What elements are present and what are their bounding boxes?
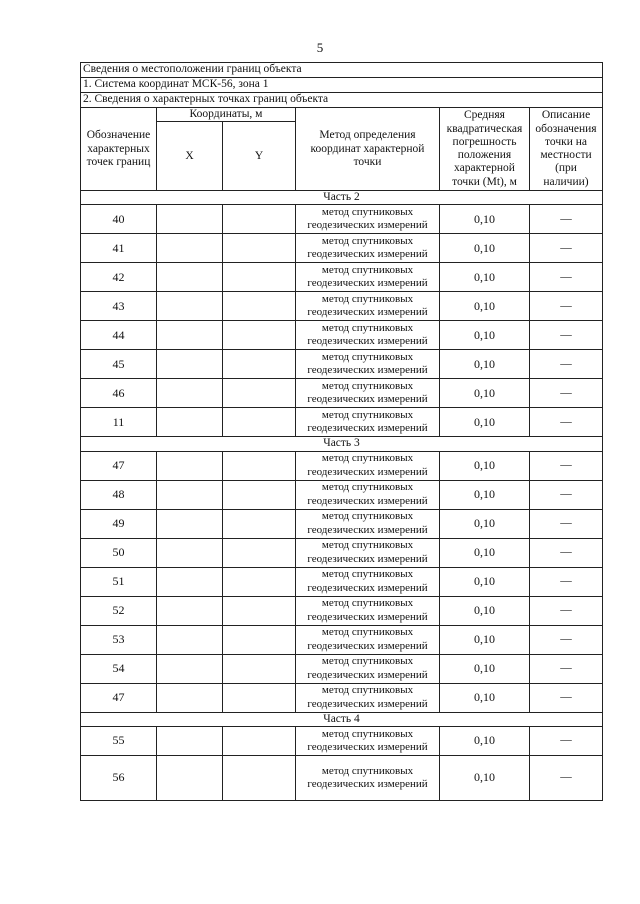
- x-cell: [157, 205, 223, 234]
- x-cell: [157, 292, 223, 321]
- section-row: [81, 437, 603, 451]
- table-row: [81, 755, 603, 800]
- header-point: Обозначение характерных точек границ: [81, 108, 157, 191]
- description-cell: —: [530, 538, 603, 567]
- method-cell: метод спутниковых геодезических измерений: [296, 292, 440, 321]
- error-cell: 0,10: [440, 234, 530, 263]
- x-cell: [157, 625, 223, 654]
- description-cell: —: [530, 480, 603, 509]
- x-cell: [157, 379, 223, 408]
- method-cell: метод спутниковых геодезических измерений: [296, 625, 440, 654]
- y-cell: [223, 625, 296, 654]
- point-cell: 40: [81, 205, 157, 234]
- x-cell: [157, 755, 223, 800]
- method-cell: метод спутниковых геодезических измерений: [296, 205, 440, 234]
- y-cell: [223, 321, 296, 350]
- description-cell: —: [530, 654, 603, 683]
- header-x: X: [157, 122, 223, 191]
- description-cell: —: [530, 755, 603, 800]
- error-cell: 0,10: [440, 451, 530, 480]
- error-cell: 0,10: [440, 408, 530, 437]
- error-cell: 0,10: [440, 755, 530, 800]
- x-cell: [157, 263, 223, 292]
- y-cell: [223, 755, 296, 800]
- table-row: [81, 683, 603, 712]
- method-cell: метод спутниковых геодезических измерений: [296, 755, 440, 800]
- description-cell: —: [530, 567, 603, 596]
- point-cell: 11: [81, 408, 157, 437]
- table-row: [81, 509, 603, 538]
- description-cell: —: [530, 451, 603, 480]
- point-cell: 47: [81, 451, 157, 480]
- point-cell: 42: [81, 263, 157, 292]
- table-row: [81, 350, 603, 379]
- x-cell: [157, 451, 223, 480]
- error-cell: 0,10: [440, 321, 530, 350]
- description-cell: —: [530, 234, 603, 263]
- error-cell: 0,10: [440, 480, 530, 509]
- table-row: [81, 205, 603, 234]
- meta-row-points-info: [81, 93, 603, 108]
- section-title: Часть 3: [81, 437, 603, 451]
- method-cell: метод спутниковых геодезических измерений: [296, 480, 440, 509]
- header-row-1: [81, 108, 603, 122]
- method-cell: метод спутниковых геодезических измерений: [296, 408, 440, 437]
- method-cell: метод спутниковых геодезических измерений: [296, 726, 440, 755]
- error-cell: 0,10: [440, 509, 530, 538]
- x-cell: [157, 321, 223, 350]
- point-cell: 45: [81, 350, 157, 379]
- point-cell: 49: [81, 509, 157, 538]
- y-cell: [223, 234, 296, 263]
- table-row: [81, 263, 603, 292]
- table-row: [81, 625, 603, 654]
- error-cell: 0,10: [440, 726, 530, 755]
- point-cell: 52: [81, 596, 157, 625]
- method-cell: метод спутниковых геодезических измерений: [296, 538, 440, 567]
- point-cell: 54: [81, 654, 157, 683]
- method-cell: метод спутниковых геодезических измерений: [296, 451, 440, 480]
- y-cell: [223, 509, 296, 538]
- point-cell: 47: [81, 683, 157, 712]
- error-cell: 0,10: [440, 625, 530, 654]
- description-cell: —: [530, 408, 603, 437]
- header-method: Метод определения координат характерной точки: [296, 108, 440, 191]
- y-cell: [223, 596, 296, 625]
- error-cell: 0,10: [440, 683, 530, 712]
- description-cell: —: [530, 205, 603, 234]
- y-cell: [223, 538, 296, 567]
- meta-row-title: [81, 63, 603, 78]
- x-cell: [157, 234, 223, 263]
- table-row: [81, 379, 603, 408]
- meta-row-coordinate-system: [81, 78, 603, 93]
- description-cell: —: [530, 350, 603, 379]
- point-cell: 43: [81, 292, 157, 321]
- point-cell: 46: [81, 379, 157, 408]
- y-cell: [223, 726, 296, 755]
- table-row: [81, 538, 603, 567]
- header-coordinates: Координаты, м: [157, 108, 296, 122]
- y-cell: [223, 292, 296, 321]
- section-title: Часть 4: [81, 712, 603, 726]
- method-cell: метод спутниковых геодезических измерений: [296, 350, 440, 379]
- header-description: Описание обозначения точки на местности (при наличии): [530, 108, 603, 191]
- table-row: [81, 567, 603, 596]
- table-row: [81, 596, 603, 625]
- x-cell: [157, 654, 223, 683]
- x-cell: [157, 350, 223, 379]
- point-cell: 48: [81, 480, 157, 509]
- table-row: [81, 321, 603, 350]
- y-cell: [223, 379, 296, 408]
- points-info-caption: 2. Сведения о характерных точках границ объекта: [81, 93, 603, 108]
- error-cell: 0,10: [440, 654, 530, 683]
- method-cell: метод спутниковых геодезических измерений: [296, 509, 440, 538]
- error-cell: 0,10: [440, 205, 530, 234]
- method-cell: метод спутниковых геодезических измерений: [296, 596, 440, 625]
- y-cell: [223, 205, 296, 234]
- method-cell: метод спутниковых геодезических измерений: [296, 263, 440, 292]
- x-cell: [157, 726, 223, 755]
- description-cell: —: [530, 321, 603, 350]
- error-cell: 0,10: [440, 350, 530, 379]
- method-cell: метод спутниковых геодезических измерений: [296, 234, 440, 263]
- section-row: [81, 712, 603, 726]
- description-cell: —: [530, 683, 603, 712]
- y-cell: [223, 683, 296, 712]
- page-number: 5: [316, 40, 324, 55]
- error-cell: 0,10: [440, 263, 530, 292]
- point-cell: 51: [81, 567, 157, 596]
- description-cell: —: [530, 379, 603, 408]
- boundary-points-table: [80, 62, 603, 801]
- point-cell: 44: [81, 321, 157, 350]
- section-title: Часть 2: [81, 191, 603, 205]
- error-cell: 0,10: [440, 292, 530, 321]
- x-cell: [157, 683, 223, 712]
- description-cell: —: [530, 292, 603, 321]
- y-cell: [223, 480, 296, 509]
- table-row: [81, 234, 603, 263]
- table-row: [81, 480, 603, 509]
- y-cell: [223, 451, 296, 480]
- y-cell: [223, 567, 296, 596]
- point-cell: 53: [81, 625, 157, 654]
- method-cell: метод спутниковых геодезических измерений: [296, 321, 440, 350]
- description-cell: —: [530, 509, 603, 538]
- description-cell: —: [530, 625, 603, 654]
- point-cell: 41: [81, 234, 157, 263]
- method-cell: метод спутниковых геодезических измерений: [296, 654, 440, 683]
- point-cell: 50: [81, 538, 157, 567]
- method-cell: метод спутниковых геодезических измерений: [296, 379, 440, 408]
- error-cell: 0,10: [440, 379, 530, 408]
- error-cell: 0,10: [440, 596, 530, 625]
- table-title: Сведения о местоположении границ объекта: [81, 63, 603, 78]
- section-row: [81, 191, 603, 205]
- method-cell: метод спутниковых геодезических измерений: [296, 567, 440, 596]
- x-cell: [157, 480, 223, 509]
- method-cell: метод спутниковых геодезических измерений: [296, 683, 440, 712]
- point-cell: 56: [81, 755, 157, 800]
- table-row: [81, 726, 603, 755]
- error-cell: 0,10: [440, 567, 530, 596]
- y-cell: [223, 654, 296, 683]
- table-row: [81, 654, 603, 683]
- y-cell: [223, 408, 296, 437]
- header-y: Y: [223, 122, 296, 191]
- x-cell: [157, 408, 223, 437]
- x-cell: [157, 538, 223, 567]
- point-cell: 55: [81, 726, 157, 755]
- x-cell: [157, 596, 223, 625]
- x-cell: [157, 567, 223, 596]
- y-cell: [223, 263, 296, 292]
- header-error: Средняя квадратическая погрешность положения характерной точки (Mt), м: [440, 108, 530, 191]
- y-cell: [223, 350, 296, 379]
- table-row: [81, 292, 603, 321]
- x-cell: [157, 509, 223, 538]
- description-cell: —: [530, 596, 603, 625]
- coordinate-system: 1. Система координат МСК-56, зона 1: [81, 78, 603, 93]
- description-cell: —: [530, 726, 603, 755]
- table-row: [81, 451, 603, 480]
- table-row: [81, 408, 603, 437]
- error-cell: 0,10: [440, 538, 530, 567]
- description-cell: —: [530, 263, 603, 292]
